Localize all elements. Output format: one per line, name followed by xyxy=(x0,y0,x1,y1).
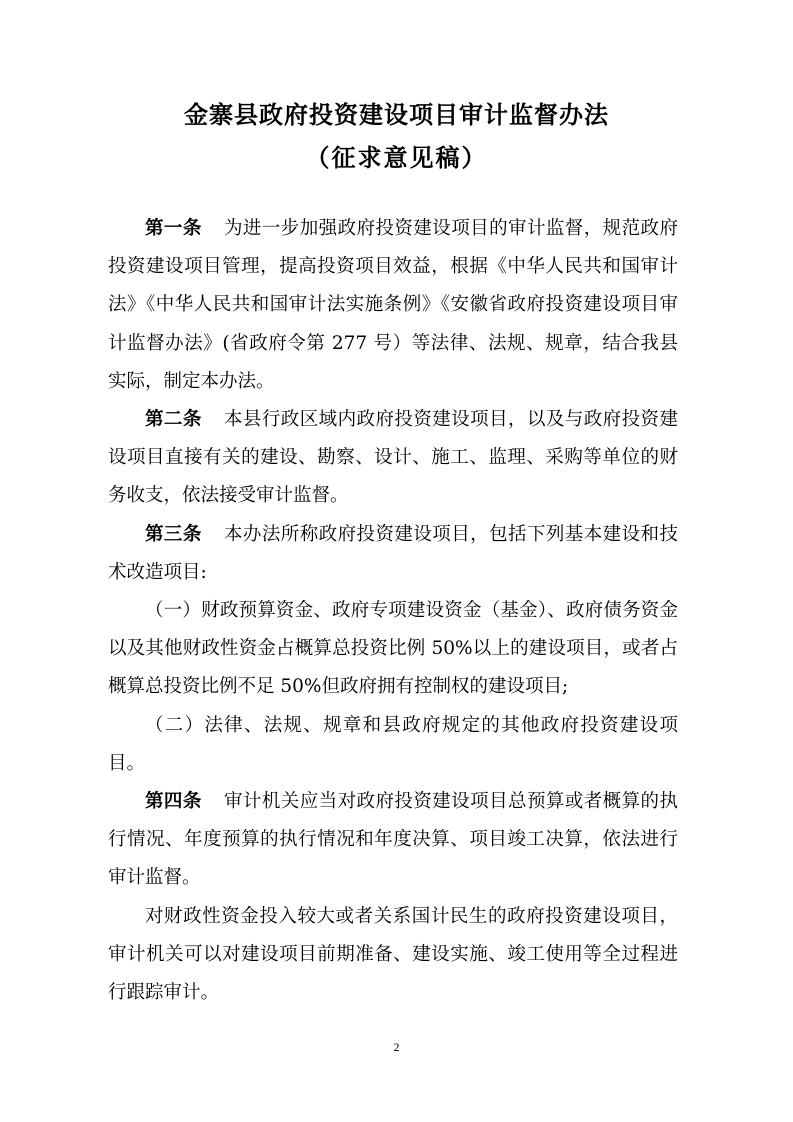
article-1-label: 第一条 xyxy=(145,218,202,239)
article-4-text: 审计机关应当对政府投资建设项目总预算或者概算的执行情况、年度预算的执行情况和年度决算、项目竣工决算，依法进行审计监督。 xyxy=(108,791,678,889)
article-2-label: 第二条 xyxy=(145,409,202,431)
article-4-label: 第四条 xyxy=(145,791,202,813)
article-1 xyxy=(108,210,678,401)
article-3-label: 第三条 xyxy=(145,523,202,545)
article-4 xyxy=(108,783,678,898)
document-body xyxy=(108,210,678,1012)
article-3-item-2: （二）法律、法规、规章和县政府规定的其他政府投资建设项目。 xyxy=(108,714,678,774)
document-subtitle: （征求意见稿） xyxy=(305,143,488,172)
article-2 xyxy=(108,401,678,516)
article-4-paragraph-2: 对财政性资金投入较大或者关系国计民生的政府投资建设项目，审计机关可以对建设项目前期准备、建设实施、竣工使用等全过程进行跟踪审计。 xyxy=(108,905,678,1004)
article-2-text: 本县行政区域内政府投资建设项目，以及与政府投资建设项目直接有关的建设、勘察、设计、施工、监理、采购等单位的财务收支，依法接受审计监督。 xyxy=(108,409,678,507)
page-number: 2 xyxy=(393,1040,400,1054)
article-3-item-1: （一）财政预算资金、政府专项建设资金（基金）、政府债务资金以及其他财政性资金占概算总投资比例 50%以上的建设项目，或者占概算总投资比例不足 50%但政府拥有控制权的建设项目; xyxy=(108,600,678,698)
article-3 xyxy=(108,516,678,592)
article-3-text: 本办法所称政府投资建设项目，包括下列基本建设和技术改造项目: xyxy=(108,523,678,583)
article-1-text: 为进一步加强政府投资建设项目的审计监督，规范政府投资建设项目管理，提高投资项目效益，根据《中华人民共和国审计法》《中华人民共和国审计法实施条例》《安徽省政府投资建设项目审计监督办法》(省政府令第 277 号）等法律、法规、规章，结合我县实际，制定本办法。 xyxy=(108,218,678,392)
document-title: 金寨县政府投资建设项目审计监督办法 xyxy=(184,100,609,129)
